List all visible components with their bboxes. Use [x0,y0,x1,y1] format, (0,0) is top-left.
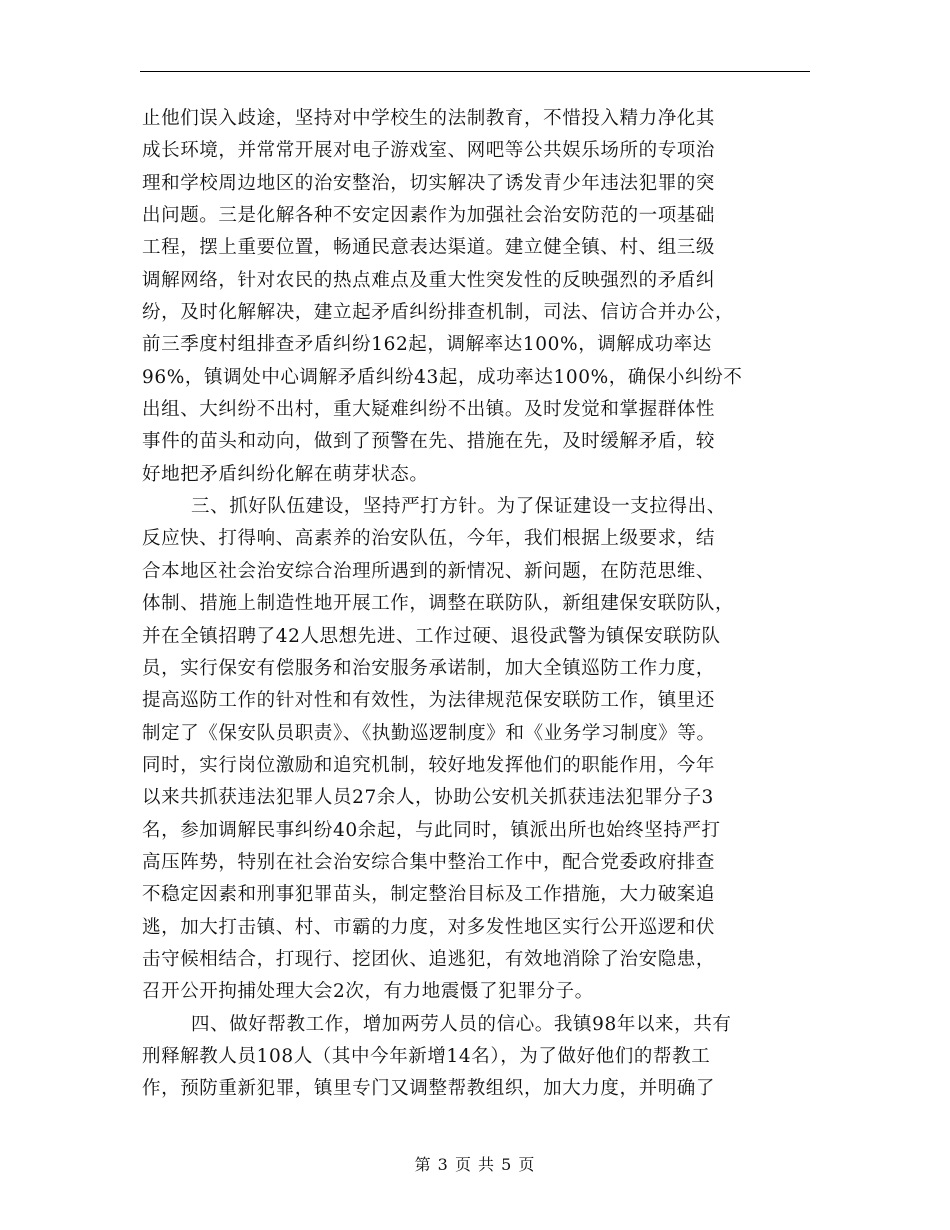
text-line: 出组、大纠纷不出村，重大疑难纠纷不出镇。及时发觉和掌握群体性 [142,399,716,421]
text-line: 逃，加大打击镇、村、市霸的力度，对多发性地区实行公开巡逻和伏 [142,916,716,938]
text-line: 出问题。三是化解各种不安定因素作为加强社会治安防范的一项基础 [142,205,716,227]
text-line: 体制、措施上制造性地开展工作，调整在联防队，新组建保安联防队， [142,593,735,615]
text-line: 纷，及时化解解决，建立起矛盾纠纷排查机制，司法、信访合并办公， [142,302,735,324]
text-line: 制定了《保安队员职责》、《执勤巡逻制度》和《业务学习制度》等。 [142,722,716,744]
paragraph-2 [142,491,812,1009]
header-rule [140,71,810,72]
text-line: 同时，实行岗位激励和追究机制，较好地发挥他们的职能作用，今年 [142,754,716,776]
text-line: 事件的苗头和动向，做到了预警在先、措施在先，及时缓解矛盾，较 [142,431,716,453]
text-line: 止他们误入歧途，坚持对中学校生的法制教育，不惜投入精力净化其 [142,108,716,129]
text-line: 前三季度村组排查矛盾纠纷162起，调解率达100%，调解成功率达 [142,334,712,356]
text-line: 以来共抓获违法犯罪人员27余人，协助公安机关抓获违法犯罪分子3 [142,787,714,809]
text-line: 提高巡防工作的针对性和有效性，为法律规范保安联防工作，镇里还 [142,690,716,712]
text-line: 工程，摆上重要位置，畅通民意表达渠道。建立健全镇、村、组三级 [142,237,716,259]
text-line: 召开公开拘捕处理大会2次，有力地震慑了犯罪分子。 [142,981,594,1003]
paragraph-1 [142,103,812,491]
text-line: 96%，镇调处中心调解矛盾纠纷43起，成功率达100%，确保小纠纷不 [142,366,743,388]
text-line: 好地把矛盾纠纷化解在萌芽状态。 [142,463,429,485]
text-line: 并在全镇招聘了42人思想先进、工作过硬、退役武警为镇保安联防队 [142,625,721,647]
text-line: 员，实行保安有偿服务和治安服务承诺制，加大全镇巡防工作力度， [142,657,716,679]
text-line: 合本地区社会治安综合治理所遇到的新情况、新问题，在防范思维、 [142,560,716,582]
page-number-footer: 第 3 页 共 5 页 [414,1155,536,1174]
text-line: 三、抓好队伍建设，坚持严打方针。为了保证建设一支拉得出、 [191,496,726,518]
text-line: 击守候相结合，打现行、挖团伙、追逃犯，有效地消除了治安隐患， [142,948,716,970]
text-line: 名，参加调解民事纠纷40余起，与此同时，镇派出所也始终坚持严打 [142,819,721,841]
text-line: 高压阵势，特别在社会治安综合集中整治工作中，配合党委政府排查 [142,851,716,873]
text-line: 成长环境，并常常开展对电子游戏室、网吧等公共娱乐场所的专项治 [142,140,716,162]
text-line: 作，预防重新犯罪，镇里专门又调整帮教组织，加大力度，并明确了 [142,1078,716,1100]
body-text [142,103,812,1106]
text-line: 不稳定因素和刑事犯罪苗头，制定整治目标及工作措施，大力破案追 [142,884,716,906]
paragraph-3 [142,1009,812,1106]
text-line: 调解网络，针对农民的热点难点及重大性突发性的反映强烈的矛盾纠 [142,269,716,291]
text-line: 反应快、打得响、高素养的治安队伍，今年，我们根据上级要求，结 [142,528,716,550]
text-line: 四、做好帮教工作，增加两劳人员的信心。我镇98年以来，共有 [191,1013,732,1035]
text-line: 理和学校周边地区的治安整治，切实解决了诱发青少年违法犯罪的突 [142,172,716,194]
text-line: 刑释解教人员108人（其中今年新增14名），为了做好他们的帮教工 [142,1045,711,1067]
